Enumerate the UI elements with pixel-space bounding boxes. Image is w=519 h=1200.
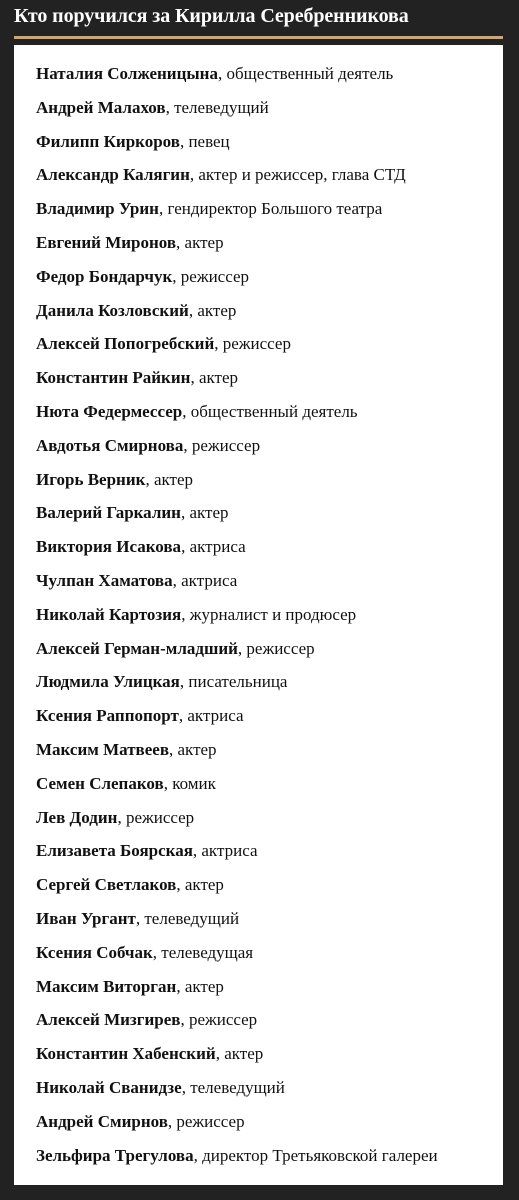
person-role: , телеведущий xyxy=(181,1077,285,1097)
list-item xyxy=(36,767,497,801)
person-role: , актриса xyxy=(181,537,246,557)
person-name: Максим Матвеев xyxy=(36,739,169,759)
person-role: , актер xyxy=(169,739,217,759)
person-name: Иван Ургант xyxy=(36,908,136,928)
person-name: Зельфира Трегулова xyxy=(36,1145,194,1165)
list-item xyxy=(36,733,497,767)
title-underline xyxy=(14,36,503,39)
list-item xyxy=(36,395,497,429)
person-name: Семен Слепаков xyxy=(36,773,164,793)
person-name: Андрей Малахов xyxy=(36,97,166,117)
person-role: , комик xyxy=(163,773,216,793)
list-item xyxy=(36,598,497,632)
list-item xyxy=(36,294,497,328)
list-item xyxy=(36,970,497,1004)
person-role: , режиссер xyxy=(237,638,315,658)
person-name: Людмила Улицкая xyxy=(36,672,180,692)
person-name: Максим Виторган xyxy=(36,976,177,996)
list-item xyxy=(36,632,497,666)
person-name: Авдотья Смирнова xyxy=(36,435,184,455)
person-role: , журналист и продюсер xyxy=(181,604,357,624)
person-role: , актер xyxy=(176,232,224,252)
person-role: , актриса xyxy=(192,841,258,861)
person-role: , режиссер xyxy=(214,334,291,354)
list-item xyxy=(36,902,497,936)
list-item xyxy=(36,57,497,91)
person-role: , актриса xyxy=(172,570,238,590)
person-name: Нюта Федермессер xyxy=(36,401,183,421)
list-item xyxy=(36,868,497,902)
guarantors-list xyxy=(36,57,497,1172)
list-item xyxy=(36,936,497,970)
person-name: Елизавета Боярская xyxy=(36,841,193,861)
list-item xyxy=(36,361,497,395)
person-role: , актер xyxy=(145,469,193,489)
person-role: , телеведущий xyxy=(135,908,240,928)
person-name: Алексей Герман-младший xyxy=(36,638,238,658)
list-item xyxy=(36,496,497,530)
list-item xyxy=(36,1071,497,1105)
person-name: Ксения Собчак xyxy=(36,942,153,962)
person-role: , певец xyxy=(179,131,230,151)
person-role: , телеведущий xyxy=(165,97,269,117)
list-item xyxy=(36,429,497,463)
list-item xyxy=(36,699,497,733)
person-role: , режиссер xyxy=(117,807,195,827)
person-name: Федор Бондарчук xyxy=(36,266,173,286)
list-item xyxy=(36,226,497,260)
person-role: , актер и режиссер, глава СТД xyxy=(189,165,406,185)
person-name: Константин Райкин xyxy=(36,368,191,388)
person-role: , телеведущая xyxy=(152,942,254,962)
person-role: , актер xyxy=(180,503,229,523)
person-name: Виктория Исакова xyxy=(36,537,182,557)
person-name: Данила Козловский xyxy=(36,300,189,320)
list-item xyxy=(36,192,497,226)
person-name: Александр Калягин xyxy=(36,165,190,185)
list-item xyxy=(36,1105,497,1139)
person-role: , актер xyxy=(215,1044,264,1064)
list-item xyxy=(36,125,497,159)
list-item xyxy=(36,530,497,564)
list-item xyxy=(36,1003,497,1037)
person-name: Чулпан Хаматова xyxy=(36,570,173,590)
person-name: Ксения Раппопорт xyxy=(36,706,179,726)
list-item xyxy=(36,1139,497,1173)
person-role: , писательница xyxy=(179,672,288,692)
person-name: Филипп Киркоров xyxy=(36,131,180,151)
person-name: Игорь Верник xyxy=(36,469,146,489)
list-item xyxy=(36,1037,497,1071)
page-title: Кто поручился за Кирилла Серебренникова xyxy=(14,5,409,27)
person-role: , актер xyxy=(176,875,224,895)
person-role: , актриса xyxy=(178,706,244,726)
person-role: , гендиректор Большого театра xyxy=(158,199,383,219)
person-role: , режиссер xyxy=(172,266,250,286)
person-role: , общественный деятель xyxy=(182,401,358,421)
list-item xyxy=(36,834,497,868)
list-item xyxy=(36,665,497,699)
guarantors-panel xyxy=(14,45,503,1185)
person-name: Алексей Попогребский xyxy=(36,334,215,354)
list-item xyxy=(36,158,497,192)
person-role: , актер xyxy=(176,976,224,996)
person-name: Константин Хабенский xyxy=(36,1044,216,1064)
person-name: Сергей Светлаков xyxy=(36,875,177,895)
list-item xyxy=(36,463,497,497)
person-role: , общественный деятель xyxy=(217,64,394,83)
person-name: Николай Картозия xyxy=(36,604,182,624)
person-name: Андрей Смирнов xyxy=(36,1111,168,1131)
list-item xyxy=(36,564,497,598)
person-name: Николай Сванидзе xyxy=(36,1077,182,1097)
person-name: Наталия Солженицына xyxy=(36,64,218,83)
person-name: Евгений Миронов xyxy=(36,232,177,252)
person-name: Валерий Гаркалин xyxy=(36,503,181,523)
list-item xyxy=(36,327,497,361)
person-name: Лев Додин xyxy=(36,807,118,827)
list-item xyxy=(36,801,497,835)
person-role: , режиссер xyxy=(180,1010,258,1030)
person-role: , актер xyxy=(190,368,238,388)
person-role: , режиссер xyxy=(183,435,261,455)
list-item xyxy=(36,91,497,125)
person-role: , директор Третьяковской галереи xyxy=(193,1145,438,1165)
header-bar xyxy=(0,0,519,34)
person-role: , режиссер xyxy=(167,1111,245,1131)
person-name: Владимир Урин xyxy=(36,199,159,219)
person-role: , актер xyxy=(188,300,237,320)
list-item xyxy=(36,260,497,294)
person-name: Алексей Мизгирев xyxy=(36,1010,181,1030)
